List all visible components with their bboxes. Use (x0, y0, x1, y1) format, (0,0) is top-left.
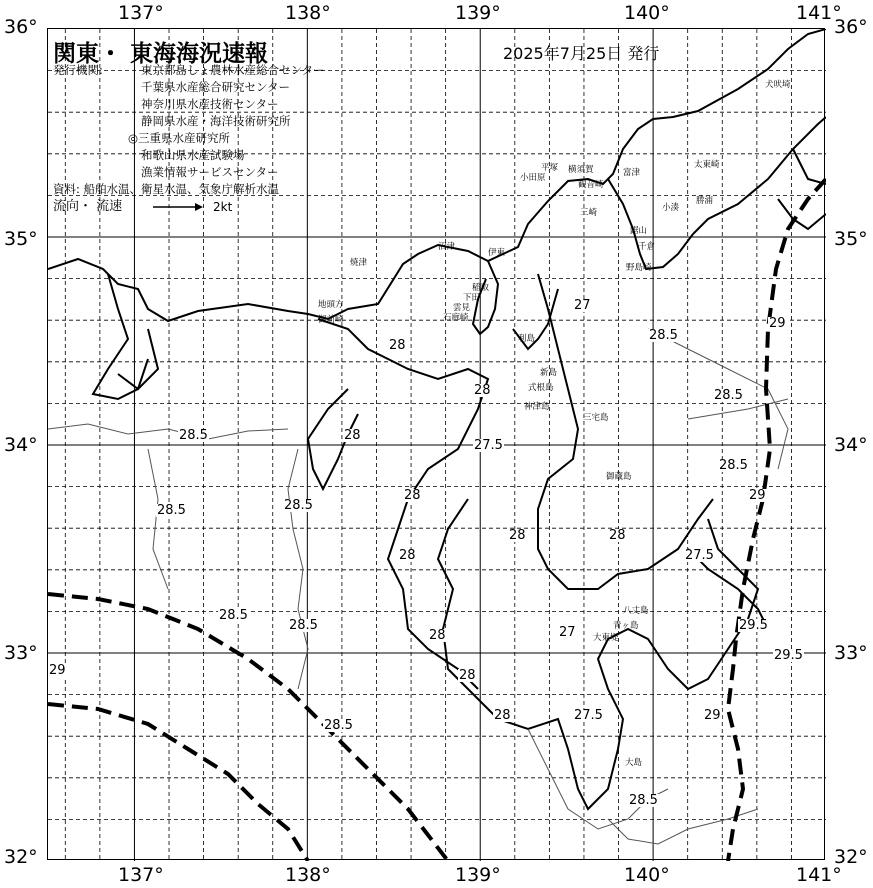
lat-label-34-left: 34° (4, 434, 38, 456)
lon-label-139-top: 139° (455, 2, 501, 24)
isotherm-label: 27 (574, 298, 591, 313)
isotherm-label: 28.5 (284, 498, 313, 513)
legend-label: 流向・ 流速 (53, 199, 123, 214)
place-aogashima: 青ヶ島 (613, 621, 639, 631)
isotherm-label: 28.5 (324, 718, 353, 733)
issuer-org-5: ◎三重県水産研究所 (128, 131, 231, 145)
isotherm-label: 29 (769, 316, 786, 331)
lat-label-36-right: 36° (834, 16, 868, 38)
place-inatori: 稲取 (472, 283, 490, 293)
isotherm-label: 29 (49, 663, 66, 678)
place-oshima: 大島 (625, 758, 643, 768)
lon-label-141-top: 141° (796, 2, 842, 24)
place-hiratsuka: 平塚 (541, 163, 559, 173)
isotherm-label: 27.5 (574, 708, 603, 723)
isotherm-label: 29 (749, 488, 766, 503)
isotherm-label: 28.5 (289, 618, 318, 633)
lat-label-36-left: 36° (4, 16, 38, 38)
issuer-org-2: 千葉県水産総合研究センター (141, 80, 291, 94)
place-taitozaki: 太東崎 (694, 160, 720, 170)
isotherm-label: 28 (399, 548, 416, 563)
place-kumomi: 雲見 (453, 303, 471, 313)
place-misaki: 三崎 (580, 208, 598, 218)
place-miyakejima: 三宅島 (583, 413, 609, 423)
place-omaezaki: 御前崎 (318, 315, 344, 325)
isotherm-label: 28 (509, 528, 526, 543)
place-mikurajima: 御蔵島 (606, 472, 632, 482)
place-katsuura: 勝浦 (696, 196, 714, 206)
lat-label-34-right: 34° (834, 434, 868, 456)
current-line-east (728, 179, 826, 861)
isotherm-label: 29.5 (774, 648, 803, 663)
place-niijima: 新島 (540, 368, 558, 378)
isotherm-label: 28 (459, 668, 476, 683)
lon-label-137-top: 137° (118, 2, 164, 24)
place-kominato: 小湊 (662, 203, 680, 213)
place-yokosuka: 横須賀 (568, 165, 594, 175)
isotherm-label: 29.5 (739, 618, 768, 633)
isotherm-label: 27.5 (474, 438, 503, 453)
place-kozushima: 神津島 (524, 402, 550, 412)
place-daitotsutsumi: 大東堤 (593, 633, 619, 643)
issuer-org-1: 東京都島しょ農林水産総合センター (141, 63, 325, 77)
place-kannonzaki: 観音崎 (578, 180, 604, 190)
place-shikinejima: 式根島 (528, 383, 554, 393)
issuer-org-7: 漁業情報サービスセンター (141, 165, 279, 179)
lon-label-137-bottom: 137° (118, 864, 164, 886)
isotherm-label: 28 (429, 628, 446, 643)
current-line-southwest-2 (48, 704, 308, 861)
lon-label-138-top: 138° (285, 2, 331, 24)
sea-temperature-map (47, 28, 825, 860)
place-nojimazaki: 野島崎 (626, 263, 652, 273)
lat-label-32-right: 32° (834, 846, 868, 868)
isotherm-label: 28 (474, 383, 491, 398)
isotherm-label: 27.5 (685, 548, 714, 563)
isotherm-label: 28 (494, 708, 511, 723)
place-numazu: 沼津 (438, 242, 456, 252)
issuer-org-6: 和歌山県水産試験場 (141, 148, 245, 162)
isotherms-thin (48, 329, 788, 844)
place-irozaki: 石廊崎 (443, 313, 469, 323)
place-shimoda: 下田 (463, 293, 481, 303)
legend-speed: 2kt (213, 200, 233, 214)
isotherm-label: 28.5 (649, 328, 678, 343)
place-odawara: 小田原 (520, 173, 546, 183)
issuer-org-4: 静岡県水産・海洋技術研究所 (141, 114, 291, 128)
lat-label-32-left: 32° (4, 846, 38, 868)
legend-arrow-icon (153, 201, 203, 213)
isotherm-label: 28.5 (629, 793, 658, 808)
isotherm-label: 28 (389, 338, 406, 353)
issue-date: 2025年7月25日 発行 (503, 44, 660, 63)
isotherm-label: 29 (704, 708, 721, 723)
map-title: 関東・ 東海海況速報 (53, 41, 269, 67)
lon-label-140-bottom: 140° (624, 864, 670, 886)
place-futtsu: 富津 (623, 168, 641, 178)
place-yaizu: 焼津 (350, 258, 368, 268)
lon-label-141-bottom: 141° (796, 864, 842, 886)
issuer-org-3: 神奈川県水産技術センター (141, 97, 279, 111)
current-line-southwest-1 (48, 594, 448, 861)
lat-label-33-right: 33° (834, 642, 868, 664)
data-sources: 資料: 船舶水温、衛星水温、気象庁解析水温 (53, 182, 280, 196)
place-toshima: 利島 (518, 334, 536, 344)
lat-label-35-right: 35° (834, 228, 868, 250)
isotherm-label: 28.5 (157, 503, 186, 518)
lat-label-35-left: 35° (4, 228, 38, 250)
isotherm-label: 28.5 (219, 608, 248, 623)
issuer-label: 発行機関: (53, 63, 103, 77)
isotherm-label: 28.5 (719, 458, 748, 473)
place-ito: 伊東 (488, 248, 506, 258)
lon-label-138-bottom: 138° (285, 864, 331, 886)
lon-label-139-bottom: 139° (455, 864, 501, 886)
lon-label-140-top: 140° (624, 2, 670, 24)
isotherm-label: 28.5 (714, 388, 743, 403)
isotherm-label: 28.5 (179, 428, 208, 443)
place-jitokata: 地頭方 (318, 300, 344, 310)
place-inubosaki: 犬吠埼 (765, 80, 791, 90)
isotherm-label: 28 (344, 428, 361, 443)
lat-label-33-left: 33° (4, 642, 38, 664)
isotherm-label: 28 (609, 528, 626, 543)
isotherm-label: 27 (559, 625, 576, 640)
place-hachijojima: 八丈島 (623, 606, 649, 616)
place-nokogiriyama: 鋸山 (630, 226, 648, 236)
place-chikura: 千倉 (638, 242, 656, 252)
isotherm-label: 28 (404, 488, 421, 503)
